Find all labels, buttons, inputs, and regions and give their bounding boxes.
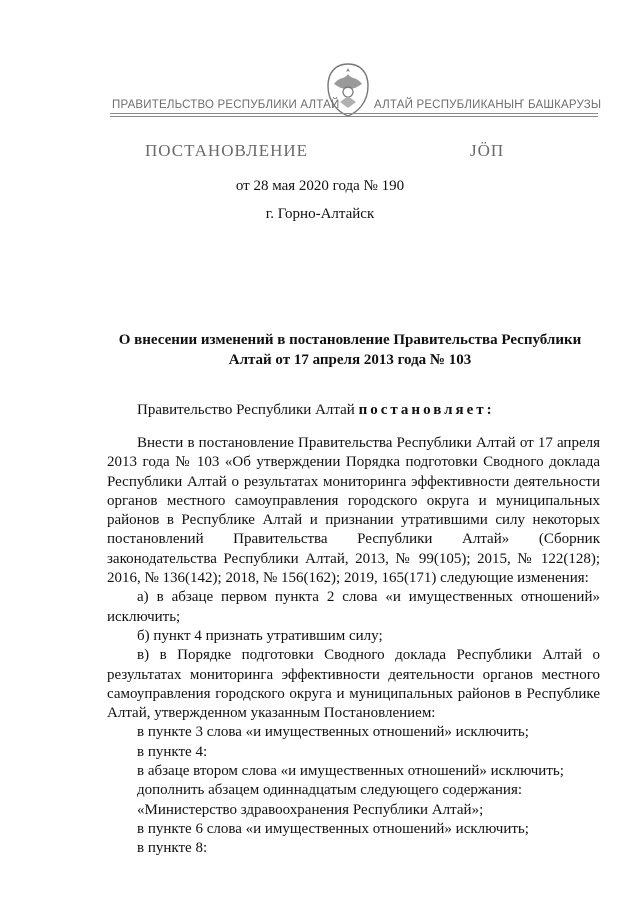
lead-verb: постановляет: xyxy=(358,402,495,418)
header-rule-top xyxy=(110,113,598,114)
paragraph-point-4-abzac-2: в абзаце втором слова «и имущественных отношений» исключить; xyxy=(137,763,564,780)
paragraph-item-a: а) в абзаце первом пункта 2 слова «и имущественных отношений» исключить; xyxy=(107,589,600,625)
paragraph-point-4-text: «Министерство здравоохранения Республики Алтай»; xyxy=(137,801,484,818)
title-line-1: О внесении изменений в постановление Правительства Республики xyxy=(118,332,582,348)
document-title xyxy=(100,330,600,370)
document-body xyxy=(107,434,600,859)
city: г. Горно-Алтайск xyxy=(265,206,375,222)
paragraph-point-4-add: дополнить абзацем одиннадцатым следующего содержания: xyxy=(137,782,523,799)
paragraph-main: Внести в постановление Правительства Республики Алтай от 17 апреля 2013 года № 103 «Об утверждении Порядка подготовки Сводного доклада Республики Алтай о результатах мониторинга эффективности деятельности органов местного самоуправления городского округа и муниципальных районов в Республике Алтай и признании утратившими силу некоторых постановлений Правительства Республики Алтай» (Сборник законодательства Республики Алтай, 2013, № 99(105); 2015, № 122(128); 2016, № 136(142); 2018, № 156(162); 2019, 165(171) следующие изменения: xyxy=(107,435,600,587)
org-name-russian: ПРАВИТЕЛЬСТВО РЕСПУБЛИКИ АЛТАЙ xyxy=(112,99,340,111)
paragraph-point-4: в пункте 4: xyxy=(137,743,208,760)
doc-type-russian: ПОСТАНОВЛЕНИЕ xyxy=(145,141,309,160)
lead-subject: Правительство Республики Алтай xyxy=(137,402,359,418)
org-name-altai: АЛТАЙ РЕСПУБЛИКАНЫҤ БАШКАРУЗЫ xyxy=(374,99,602,111)
header-rule-bottom xyxy=(110,116,598,117)
paragraph-item-v: в) в Порядке подготовки Сводного доклада Республики Алтай о результатах мониторинга эффективности деятельности органов местного самоуправления городского округа и муниципальных районов в Республике Алтай, утвержденном указанным Постановлением: xyxy=(107,647,600,722)
date-number: от 28 мая 2020 года № 190 xyxy=(235,178,405,194)
paragraph-item-b: б) пункт 4 признать утратившим силу; xyxy=(137,627,383,644)
lead-sentence xyxy=(137,402,495,419)
paragraph-point-8: в пункте 8: xyxy=(137,840,208,857)
doc-type-altai: ЈӦП xyxy=(470,141,505,160)
title-line-2: Алтай от 17 апреля 2013 года № 103 xyxy=(228,352,472,368)
paragraph-point-3: в пункте 3 слова «и имущественных отношений» исключить; xyxy=(137,724,529,741)
paragraph-point-6: в пункте 6 слова «и имущественных отношений» исключить; xyxy=(137,820,529,837)
